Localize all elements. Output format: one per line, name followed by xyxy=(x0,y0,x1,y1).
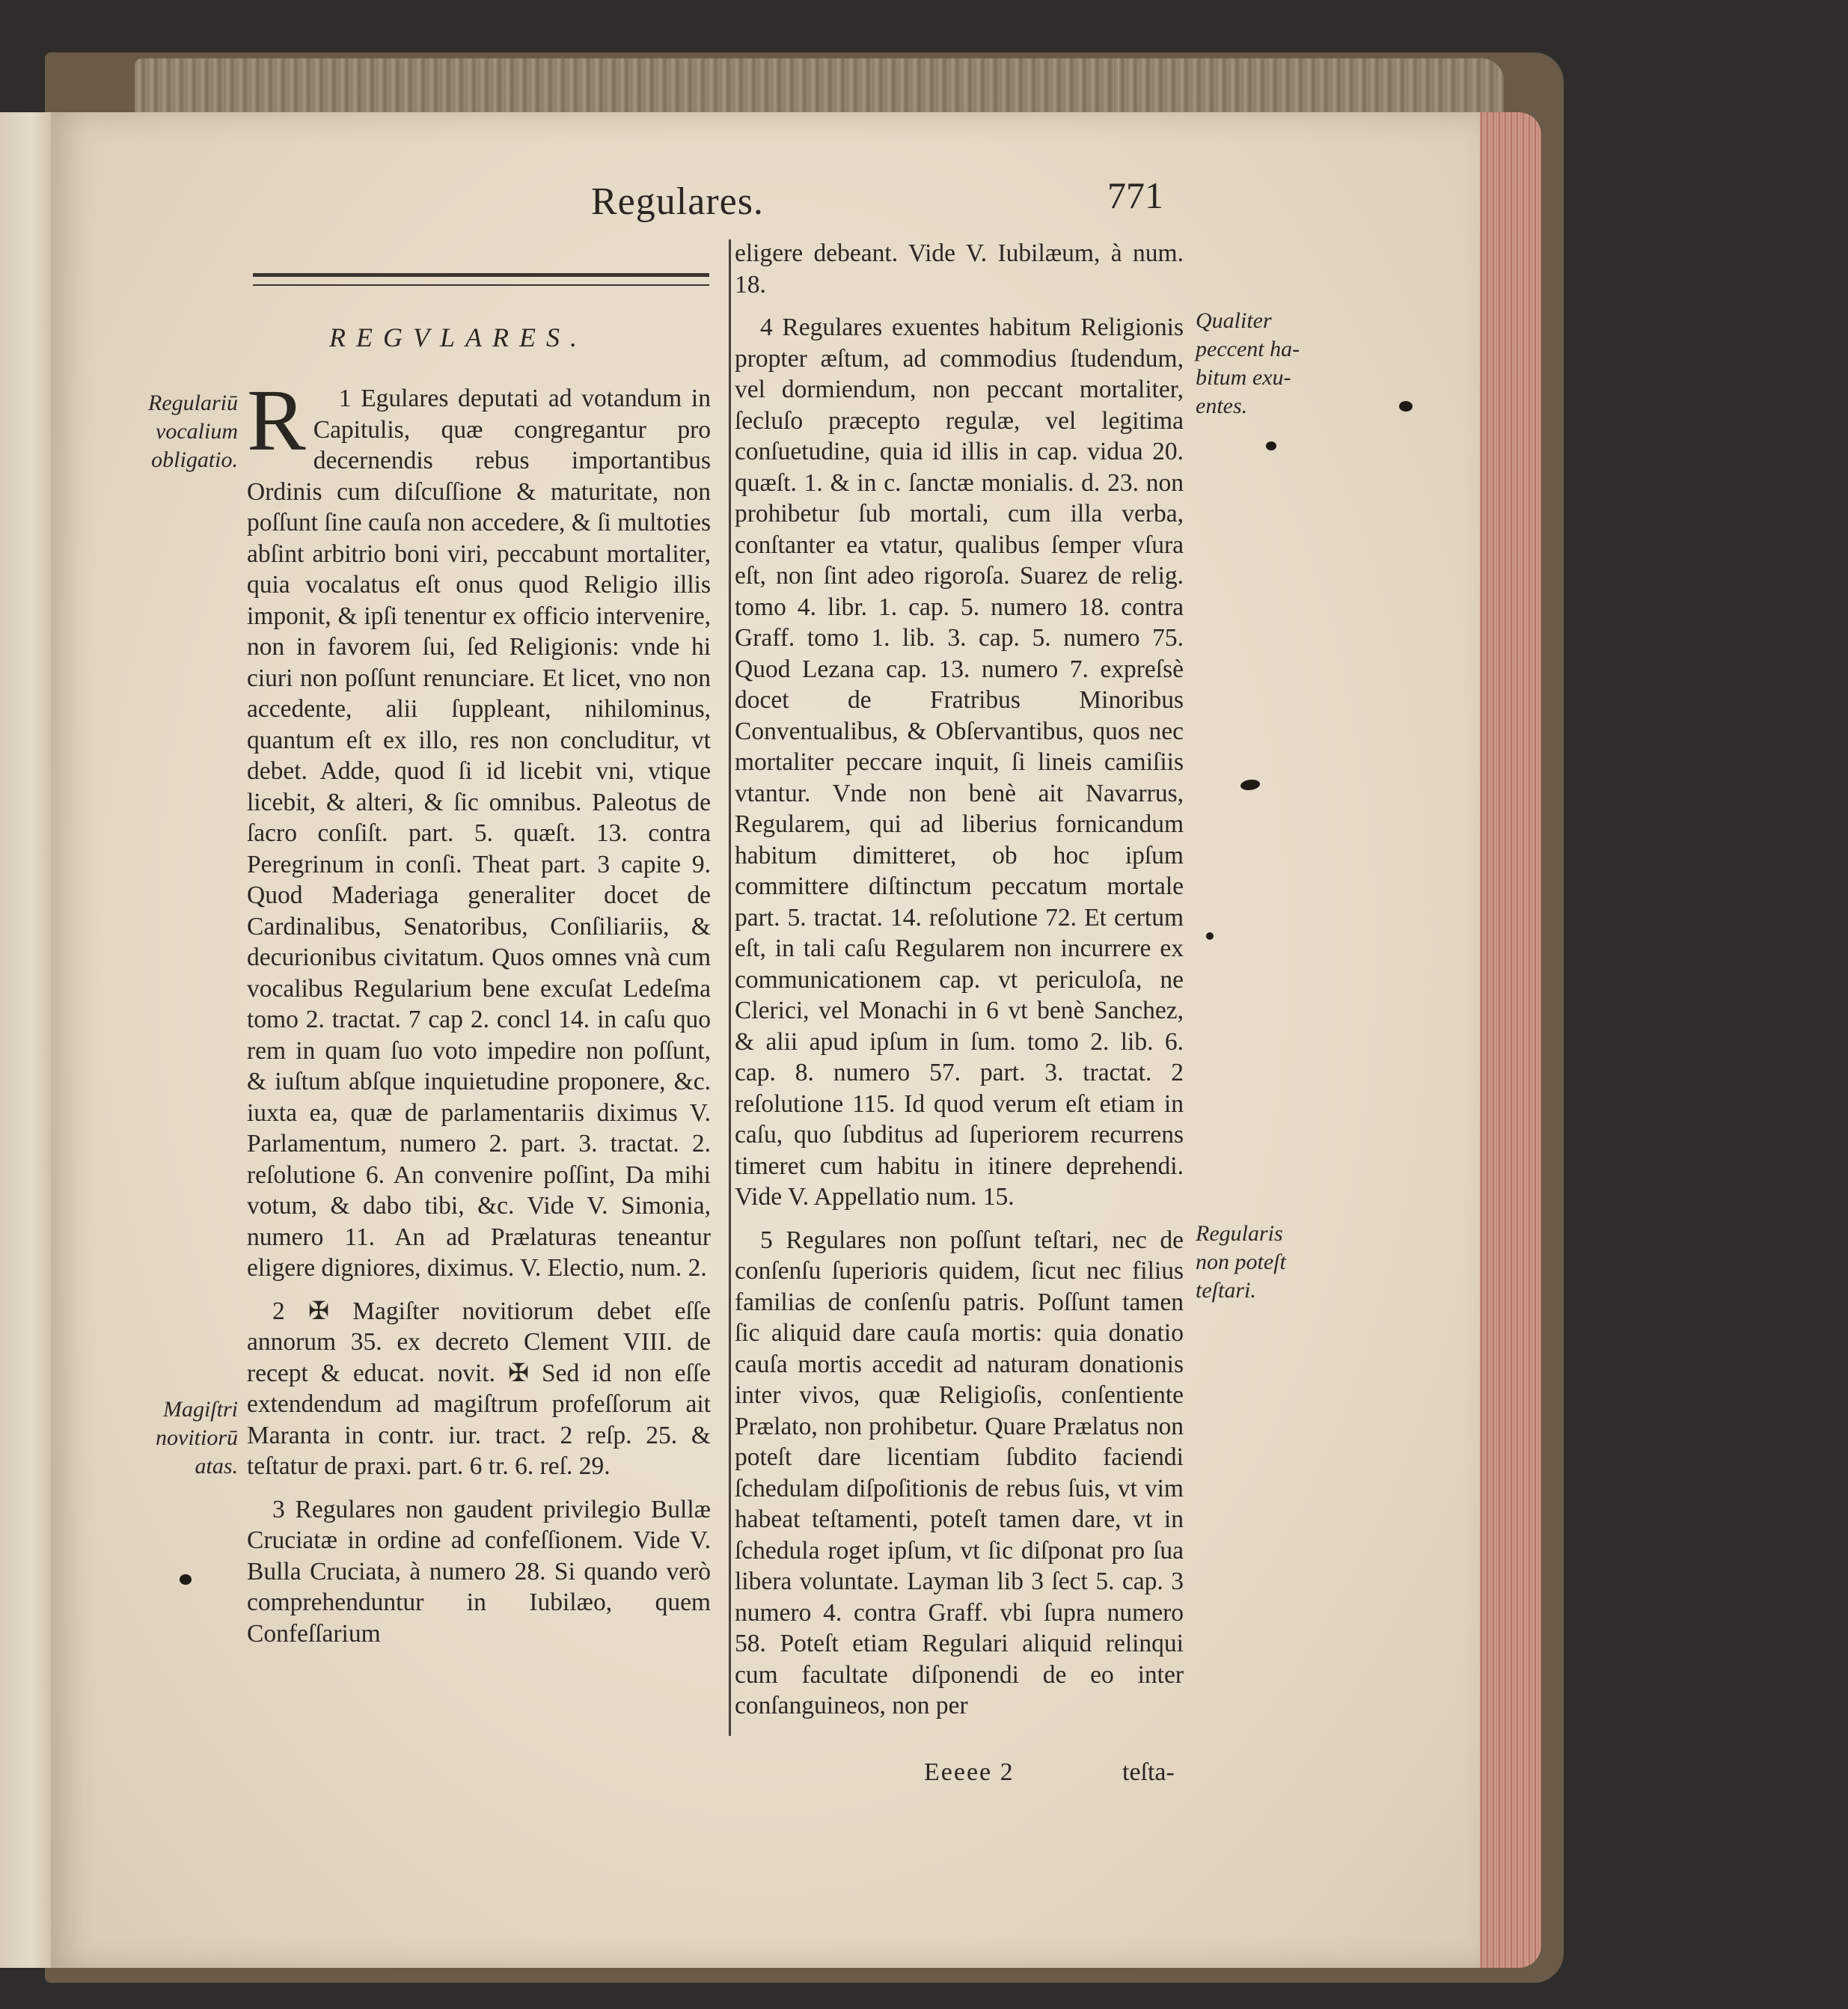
paragraph: 3 Regulares non gaudent privilegio Bullæ Cruciatæ in ordine ad confeſſionem. Vide V. Bulla Cruciata, à numero 28. Si quando verò comprehenduntur in Iubilæo, quem Confeſſarium xyxy=(247,1495,711,1648)
margin-note: Magiſtri novitiorū atas. xyxy=(156,1397,238,1479)
margin-note: Qualiter peccent ha- bitum exu- entes. xyxy=(1196,308,1300,418)
drop-cap: R xyxy=(247,371,306,469)
left-text-column xyxy=(247,371,711,1661)
right-text-column xyxy=(735,238,1184,1734)
header-ornament-rule xyxy=(253,273,709,286)
facing-page xyxy=(0,112,56,1968)
paragraph: 4 Regulares exuentes habitum Religionis propter æſtum, ad commodius ſtudendum, vel dormiendum, non peccant mortaliter, ſecluſo præcepto regulæ, vel legitima conſuetudine, quia id illis in cap. vidua 20. quæſt. 1. & in c. ſanctæ monialis. d. 23. non prohibetur ſub mortali, cum illa verba, conſtanter ea vtatur, qualibus ſemper vſura eſt, non ſint adeo rigoroſa. Suarez de relig. tomo 4. libr. 1. cap. 5. numero 18. contra Graff. tomo 1. lib. 3. cap. 5. numero 75. Quod Lezana cap. 13. numero 7. expreſsè docet de Fratribus Minoribus Conventualibus, & Obſervantibus, quos nec mortaliter peccare inquit, ſi lineis camiſiis vtantur. Vnde non benè ait Navarrus, Regularem, qui ad liberius fornicandum habitum dimitteret, ob hoc ipſum committere diſtinctum peccatum mortale part. 5. tractat. 14. reſolutione 72. Et certum eſt, in tali caſu Regularem non incurrere ex communicationem cap. vt periculoſa, ne Clerici, vel Monachi in 6 vt benè Sanchez, & alii apud ipſum in ſum. tomo 2. lib. 6. cap. 8. numero 57. part. 3. tractat. 2 reſolutione 115. Id quod verum eſt etiam in caſu, quo ſubditus ad ſuperiorem recurrens timeret cum habitu in itinere deprehendi. Vide V. Appellatio num. 15. xyxy=(735,314,1184,1211)
paragraph: 2 ✠ Magiſter novitiorum debet eſſe annorum 35. ex decreto Clement VIII. de recept & educat. novit. ✠ Sed id non eſſe extendendum ad magiſtrum profeſſorum ait Maranta in contr. iur. tract. 2 reſp. 25. & teſtatur de praxi. part. 6 tr. 6. reſ. 29. xyxy=(247,1297,711,1480)
book-top-edge xyxy=(135,58,1504,118)
catchword: teſta- xyxy=(1122,1758,1175,1786)
ink-blot xyxy=(180,1574,192,1585)
paragraph: 1 Egulares deputati ad votandum in Capitulis, quæ congregantur pro decernendis rebus importantibus Ordinis cum diſcuſſione & maturitate, non poſſunt ſine cauſa non accedere, & ſi multoties abſint arbitrio boni viri, peccabunt mortaliter, quia vocalatus eſt onus quod Religio illis imponit, & ipſi tenentur ex officio intervenire, non in favorem ſui, ſed Religionis: vnde hi ciuri non poſſunt renunciare. Et licet, vno non accedente, alii ſuppleant, nihilominus, quantum eſt ex illo, res non concluditur, vt debet. Adde, quod ſi id licebit vni, vtique licebit, & alteri, & ſic omnibus. Paleotus de ſacro conſiſt. part. 5. quæſt. 13. contra Peregrinum in conſi. Theat part. 3 capite 9. Quod Maderiaga generaliter docet de Cardinalibus, Senatoribus, Conſiliariis, & decurionibus civitatum. Quos omnes vnà cum vocalibus Regularium bene excuſat Ledeſma tomo 2. tractat. 7 cap 2. concl 14. in caſu quo rem in quam ſuo voto impedire non poſſunt, & iuſtum abſque inquietudine proponere, &c. iuxta ea, quæ de parlamentariis diximus V. Parlamentum, numero 2. part. 3. tractat. 2. reſolutione 6. An convenire poſſint, Da mihi votum, & dabo tibi, &c. Vide V. Simonia, numero 11. An ad Prælaturas teneantur eligere digniores, diximus. V. Electio, num. 2. xyxy=(247,385,711,1282)
ink-blot xyxy=(1206,932,1214,940)
margin-note: Regularis non poteſt teſtari. xyxy=(1196,1221,1286,1303)
margin-note: Regulariū vocalium obligatio. xyxy=(148,391,238,472)
section-heading: REGVLARES. xyxy=(329,322,587,352)
page-edges xyxy=(1478,112,1541,1968)
ink-blot xyxy=(1399,401,1413,412)
paragraph-continuation: eligere debeant. Vide V. Iubilæum, à num. 18. xyxy=(735,239,1184,299)
signature-mark: Eeeee 2 xyxy=(924,1758,1015,1786)
ink-blot xyxy=(1266,441,1276,450)
page-number: 771 xyxy=(1107,174,1163,216)
column-divider xyxy=(729,239,731,1736)
running-header: Regulares. xyxy=(591,180,764,223)
paragraph: 5 Regulares non poſſunt teſtari, nec de conſenſu ſuperioris quidem, ſicut nec filius familias de conſenſu patris. Poſſunt tamen ſic aliquid dare cauſa mortis: quia donatio cauſa mortis accedit ad naturam donationis inter vivos, quæ Religioſis, conſentiente Prælato, non prohibetur. Quare Prælatus non poteſt dare licentiam ſubdito faciendi ſchedulam diſpoſitionis de rebus ſuis, vt vim habeat teſtamenti, poteſt tamen dare, vt in ſchedula roget ipſum, vt ſic diſponat pro ſua libera voluntate. Layman lib 3 ſect 5. cap. 3 numero 4. contra Graff. vbi ſupra numero 58. Poteſt etiam Regulari aliquid relinqui cum facultate diſponendi de eo inter conſanguineos, non per xyxy=(735,1226,1184,1719)
